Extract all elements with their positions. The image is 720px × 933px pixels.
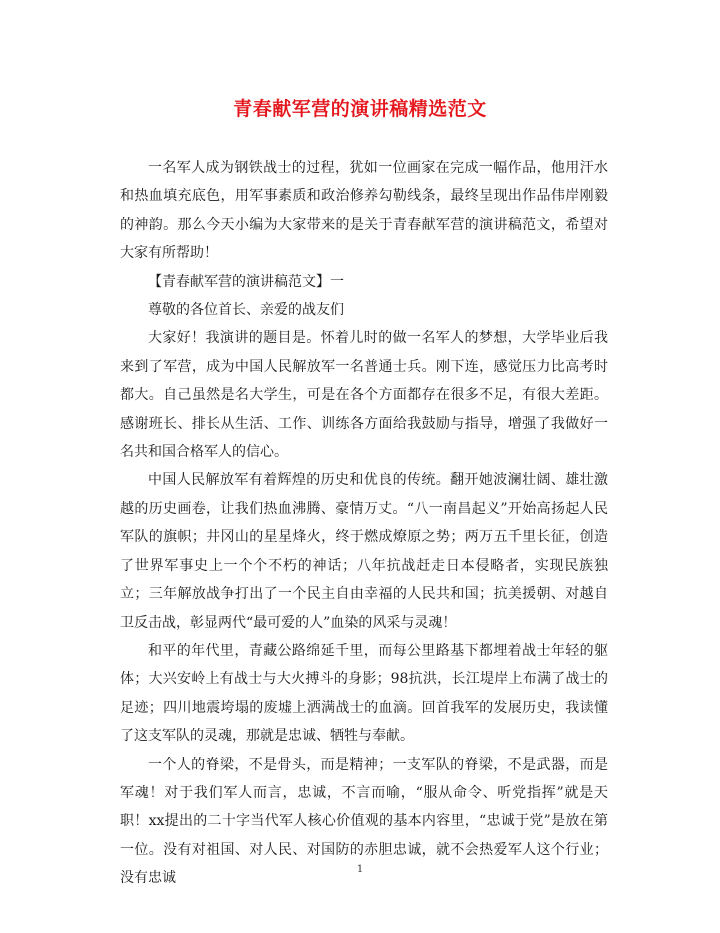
- paragraph-greeting: 大家好！我演讲的题目是。怀着儿时的做一名军人的梦想，大学毕业后我来到了军营，成为中国人民解放军一名普通士兵。刚下连，感觉压力比高考时都大。自己虽然是名大学生，可是在各个方面都存在很多不足，有很大差距。感谢班长、排长从生活、工作、训练各方面给我鼓励与指导，增强了我做好一名共和国合格军人的信心。: [120, 330, 608, 461]
- paragraph-history: 中国人民解放军有着辉煌的历史和优良的传统。翻开她波澜壮阔、雄壮激越的历史画卷，让我们热血沸腾、豪情万丈。“八一南昌起义”开始高扬起人民军队的旗帜；井冈山的星星烽火，终于燃成燎原之势；两万五千里长征，创造了世界军事史上一个个不朽的神话；八年抗战赶走日本侵略者，实现民族独立；三年解放战争打出了一个民主自由幸福的人民共和国；抗美援朝、对越自卫反击战，彰显两代“最可爱的人”血染的风采与灵魂！: [120, 472, 608, 631]
- document-body: [120, 154, 608, 893]
- paragraph-loyalty: 一个人的脊梁，不是骨头，而是精神；一支军队的脊梁，不是武器，而是军魂！对于我们军人而言，忠诚，不言而喻，“服从命令、听党指挥”就是天职！xx提出的二十字当代军人核心价值观的基本内容里，“忠诚于党”是放在第一位。没有对祖国、对人民、对国防的赤胆忠诚，就不会热爱军人这个行业；没有忠诚: [120, 756, 608, 887]
- paragraph-salutation: 尊敬的各位首长、亲爱的战友们: [148, 302, 344, 319]
- document-title: 青春献军营的演讲稿精选范文: [233, 98, 487, 120]
- paragraph-section-heading: 【青春献军营的演讲稿范文】一: [148, 273, 344, 290]
- page-number: 1: [356, 864, 364, 875]
- paragraph-intro: 一名军人成为钢铁战士的过程，犹如一位画家在完成一幅作品，他用汗水和热血填充底色，用军事素质和政治修养勾勒线条，最终呈现出作品伟岸刚毅的神韵。那么今天小编为大家带来的是关于青春献军营的演讲稿范文，希望对大家有所帮助！: [120, 160, 608, 262]
- paragraph-peacetime: 和平的年代里，青藏公路绵延千里，而每公里路基下都埋着战士年轻的躯体；大兴安岭上有战士与大火搏斗的身影；98抗洪，长江堤岸上布满了战士的足迹；四川地震垮塌的废墟上洒满战士的血滴。回首我军的发展历史，我读懂了这支军队的灵魂，那就是忠诚、牺牲与奉献。: [120, 642, 608, 745]
